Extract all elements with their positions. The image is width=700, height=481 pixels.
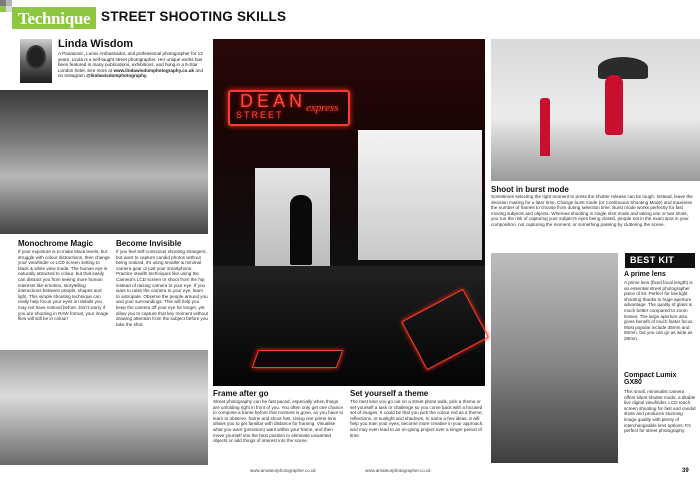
footer-url[interactable]: www.amateurphotographer.co.uk xyxy=(250,468,316,473)
photo-alley xyxy=(491,253,618,463)
best-kit-label: BEST KIT xyxy=(630,255,675,265)
section-label: Technique xyxy=(18,9,91,28)
section-heading: Shoot in burst mode xyxy=(491,185,569,194)
photo-umbrella xyxy=(491,39,700,181)
section-banner xyxy=(12,7,96,29)
section-body: If your exposure is to make black levels, but struggle with colour distractions, then change your viewfinder or LCD screen setting to black & white view mode. The human eye is naturally attracted to colour, but that easily can distract you from seeing more human interests like emotion, storytelling interactions between people, shapes and light. This simple shooting technique can really help focus your eyes on details you may not have noticed before. Don't worry if you are shooting in RAW format, your image files will still be in colour! xyxy=(18,249,110,322)
neon-reflection xyxy=(252,350,344,368)
neon-sign-line2: STREET xyxy=(236,110,284,120)
section-body: The best time you go out on a street photo walk, pick a theme or set yourself a task or challenge so you come back with a focused set of images. It could be that you pick the colour red as a theme, reflections, or sunlight and shadows, to name a few ideas. It will help you train your eyes, become more creative in your approach, and may even lead to an on-going project over a longer period of time. xyxy=(350,399,484,438)
umbrella xyxy=(598,57,648,79)
author-bio-text: A Panasonic, Lumix Ambassador, and professional photographer for 12 years. Linda is a self-taught street photographer. Her unique works has been featured in many publications, exhibitions, and hung in a 5-Star London hotel. See more at xyxy=(58,51,203,73)
neon-sign-line3: express xyxy=(306,102,339,114)
red-bollard xyxy=(540,98,550,156)
neon-sign-line1: DEAN xyxy=(240,91,307,111)
best-kit-banner xyxy=(625,253,695,268)
section-heading: A prime lens xyxy=(624,271,666,278)
author-bio xyxy=(58,51,208,79)
section-body: If you feel self-conscious shooting strangers, but want to capture candid photos without being noticed, it's using smaller & minimal camera gear or just your smartphone. Practice stealth techniques like using the Camera's LCD screen or shoot from the hip instead of raising camera to your eye. If you want to raise the camera to your eye, learn to anticipate. Observe the people around you and your surroundings. This will help you keep the camera off your eye for longer, yet allow you to capture that key moment without drawing attention from the subject before you take the shot. xyxy=(116,249,208,327)
walking-figure xyxy=(290,195,312,265)
page-number: 39 xyxy=(682,468,689,474)
footer-url[interactable]: www.amateurphotographer.co.uk xyxy=(365,468,431,473)
section-body: This small, minimalist camera offers silent shutter mode, a tiltable live digital viewfinder, LCD touch screen shooting for fast and candid shots and produces stunning image quality with plenty of interchangeable lens options. It's perfect for street photography. xyxy=(624,389,696,434)
header-squares xyxy=(0,0,12,26)
shop-window xyxy=(358,130,482,260)
section-body: Street photography can be fast paced, especially when things are unfolding right in front of you. You often only get one chance to compose a frame before that moment is gone, so you have to learn to observe, frame and shoot fast. Using one prime lens allows you to get familiar with distance for framing. Visualise what you want (precision) want within your frame, and then move yourself into the best position to eliminate unwanted objects or add things of interest into the scene. xyxy=(213,399,344,444)
article-title: STREET SHOOTING SKILLS xyxy=(101,9,287,24)
section-body: A prime lens (fixed focal length) is an essential street photographer piece of kit. Perfect for low light shooting thanks to huge aperture advantage. The quality of glass is much better compared to zoom lenses. The large aperture also gives benefit of much faster focus. Most popular include 35mm and 50mm, but you can go as wide as 28mm. xyxy=(624,280,694,341)
section-heading: Become Invisible xyxy=(116,239,182,248)
author-website-link[interactable]: www.lindawisdomphotography.co.uk xyxy=(113,67,195,73)
author-portrait xyxy=(20,39,52,83)
walker-in-red xyxy=(605,75,623,135)
section-body: Sometimes selecting the right moment to press the shutter release can be tough. Instead, leave the decision making for a later time. Change burst mode (or Continuous Shooting Mode) and maximise the number of frames to choose from during selection time. Burst mode works perfectly for fast moving subjects and objects. Whereas shooting in single shot mode and taking one or two shots, you run the risk of capturing your subject's eyes being closed, people not in the exact spot in your composition, not capturing the moment, or something passing by cluttering the scene. xyxy=(491,194,693,227)
section-heading: Monochrome Magic xyxy=(18,239,94,248)
author-instagram-link[interactable]: @lindawisdomphotography. xyxy=(86,73,148,78)
section-heading: Compact Lumix GX80 xyxy=(624,372,677,386)
instagram-prefix: and on Instagram xyxy=(58,67,204,78)
photo-crowd xyxy=(0,90,208,234)
photo-stairs xyxy=(0,350,208,465)
section-heading: Set yourself a theme xyxy=(350,389,429,398)
author-name: Linda Wisdom xyxy=(58,38,134,50)
section-heading: Frame after go xyxy=(213,389,269,398)
